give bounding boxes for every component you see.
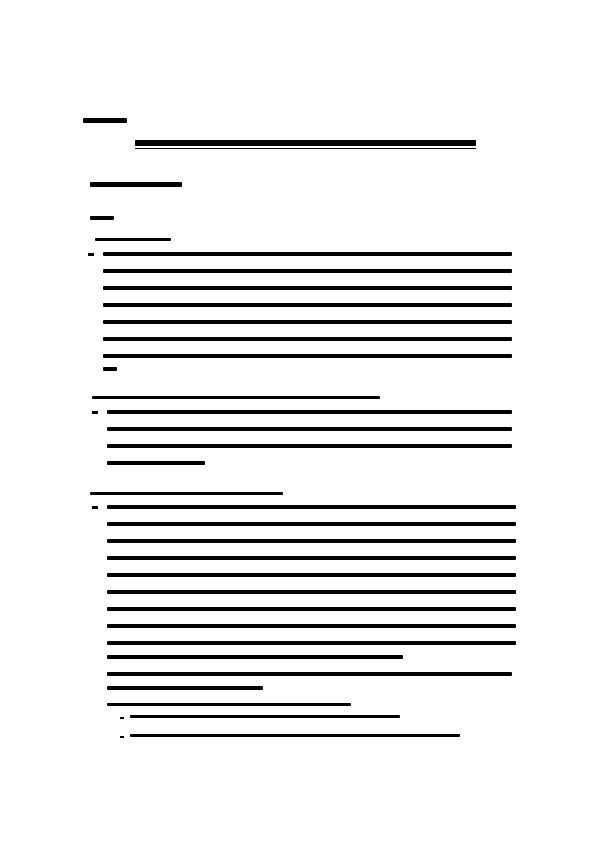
- section-1-heading: [90, 182, 182, 187]
- subsection-a-subheading: [95, 238, 171, 241]
- section-2-note-line-2: [107, 686, 263, 690]
- section-2-heading: [90, 492, 283, 495]
- subsection-a-heading: [90, 216, 114, 220]
- list-item: [120, 734, 460, 742]
- subsection-b-heading: [92, 396, 380, 399]
- section-2-note-line-1: [107, 672, 512, 676]
- subsection-b-paragraph: [92, 410, 512, 466]
- header-tag: [83, 118, 127, 123]
- section-2-paragraph: [92, 505, 516, 655]
- section-2-list-heading: [107, 703, 351, 706]
- subsection-a-paragraph: [88, 252, 512, 370]
- document-title: [135, 138, 476, 152]
- list-item: [120, 715, 410, 723]
